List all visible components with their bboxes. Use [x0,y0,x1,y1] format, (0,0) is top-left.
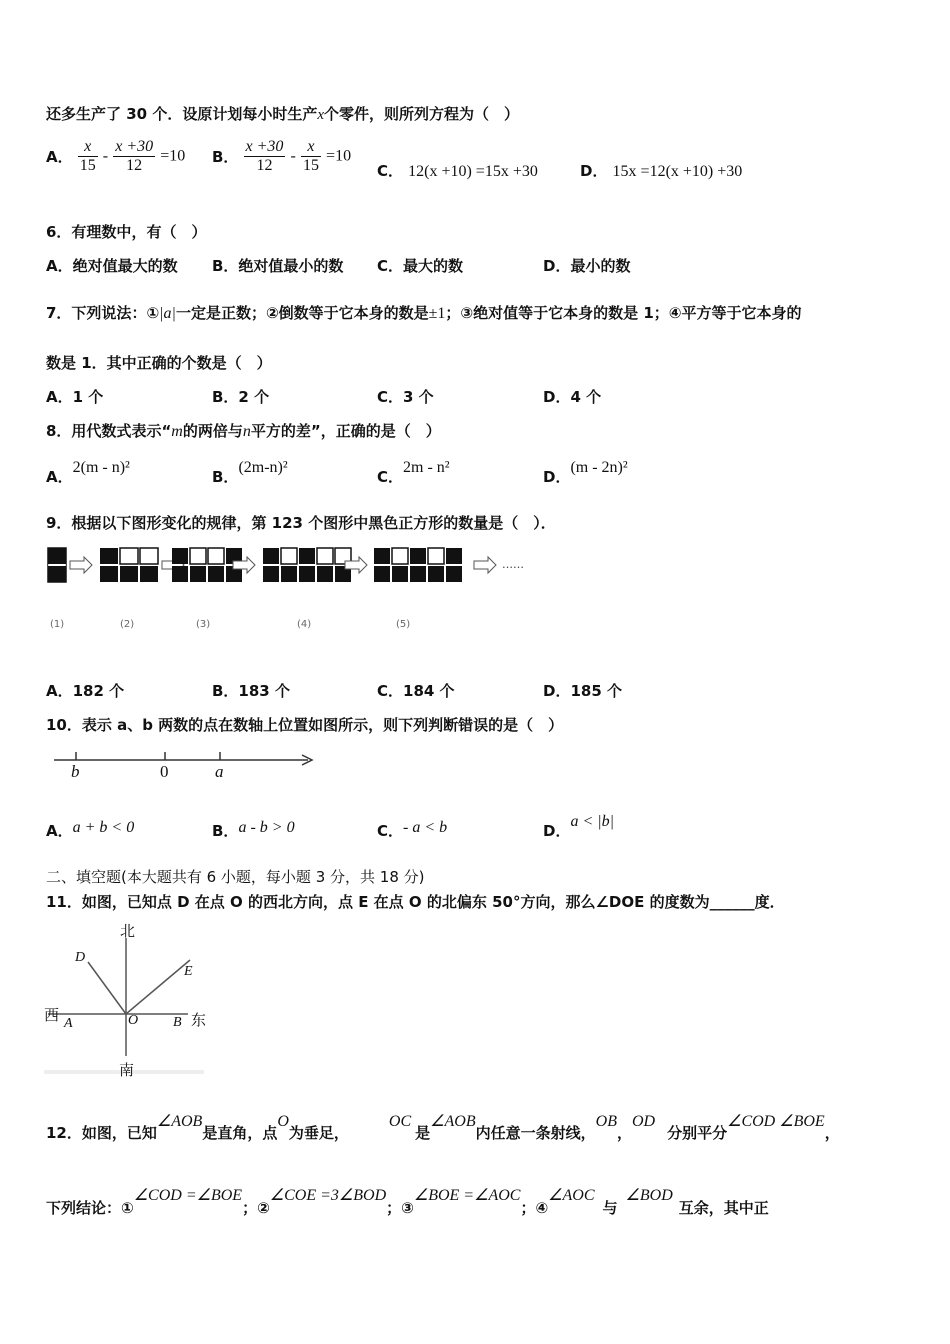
q11-label-b: B [173,1015,182,1030]
q5-option-c[interactable]: C． 12(x +10) =15x +30 [377,162,538,180]
q9-option-c[interactable]: C．184 个 [377,682,455,700]
q9-option-a[interactable]: A．182 个 [46,682,125,700]
q7-option-a[interactable]: A．1 个 [46,388,104,406]
q6-stem: 6．有理数中，有（ ） [46,223,207,241]
q9-pattern-figure [44,544,534,586]
section-2-title: 二、填空题(本大题共有 6 小题，每小题 3 分，共 18 分) [46,868,425,886]
q10-option-b[interactable]: B．a - b > 0 [212,819,295,840]
q8-option-a[interactable]: A．2(m - n)² [46,459,130,486]
q10-option-a[interactable]: A．a + b < 0 [46,819,135,840]
q11-label-o: O [128,1013,139,1028]
q10-option-d[interactable]: D．a < |b| [543,813,615,840]
q8-stem: 8．用代数式表示“m的两倍与n平方的差”，正确的是（ ） [46,422,441,440]
q11-label-west: 西 [44,1006,60,1024]
q11-direction-figure [42,920,217,1075]
q11-label-east: 东 [191,1011,207,1029]
q7-option-b[interactable]: B．2 个 [212,388,270,406]
q9-option-d[interactable]: D．185 个 [543,682,622,700]
q11-label-e: E [184,964,193,979]
q6-option-b[interactable]: B．绝对值最小的数 [212,257,344,275]
q11-label-a: A [64,1016,73,1031]
q11-label-south: 南 [119,1061,135,1079]
q7-stem-line1: 7．下列说法：①|a|一定是正数；②倒数等于它本身的数是±1；③绝对值等于它本身的数是 1；④平方等于它本身的 [46,304,802,322]
q12-line1: 12．如图，已知∠AOB是直角，点O为垂足，OC是∠AOB内任意一条射线，OB，OD分别平分∠COD ∠BOE， [46,1113,840,1142]
q11-stem: 11．如图，已知点 D 在点 O 的西北方向，点 E 在点 O 的北偏东 50°方向，那么∠DOE 的度数为______度． [46,893,785,911]
q7-option-d[interactable]: D．4 个 [543,388,602,406]
q10-option-c[interactable]: C．- a < b [377,819,448,840]
arrow-1 [70,557,92,573]
q10-label-zero: 0 [160,762,169,781]
q9-option-b[interactable]: B．183 个 [212,682,290,700]
q6-option-a[interactable]: A．绝对值最大的数 [46,257,178,275]
q7-stem-line2: 数是 1．其中正确的个数是（ ） [46,354,272,372]
q9-label-3: (3) [196,619,211,630]
q9-label-5: (5) [396,619,411,630]
q7-option-c[interactable]: C．3 个 [377,388,434,406]
q9-stem: 9．根据以下图形变化的规律，第 123 个图形中黑色正方形的数量是（ ）． [46,514,556,532]
q9-ellipsis: …… [502,558,524,571]
q10-number-line [50,746,320,786]
q10-label-b: b [71,762,80,781]
q5-option-d[interactable]: D． 15x =12(x +10) +30 [580,162,743,180]
q9-label-2: (2) [120,619,135,630]
q8-option-d[interactable]: D．(m - 2n)² [543,459,628,486]
q5-option-b[interactable]: B． $\frac{x +30}{12}$ - $\frac{x}{15}$ =10 [212,138,352,174]
q9-label-1: (1) [50,619,65,630]
q11-label-d: D [75,950,86,965]
q8-option-b[interactable]: B．(2m-n)² [212,459,288,486]
pattern-5 [374,548,470,582]
q11-label-north: 北 [120,922,136,940]
q5-stem: 还多生产了 30 个．设原计划每小时生产x个零件，则所列方程为（ ） [46,105,520,123]
pattern-4 [263,548,351,582]
q12-line2: 下列结论：①∠COD =∠BOE；②∠COE =3∠BOD；③∠BOE =∠AOC；④∠AOC与∠BOD互余，其中正 [46,1187,769,1217]
q6-option-c[interactable]: C．最大的数 [377,257,464,275]
q6-option-d[interactable]: D．最小的数 [543,257,631,275]
pattern-2 [100,548,158,582]
q9-label-4: (4) [297,619,312,630]
q8-option-c[interactable]: C．2m - n² [377,459,450,486]
q10-stem: 10．表示 a、b 两数的点在数轴上位置如图所示，则下列判断错误的是（ ） [46,716,564,734]
q10-label-a: a [215,762,224,781]
pattern-1 [48,548,66,582]
q5-option-a[interactable]: A． $\frac{x}{15}$ - $\frac{x +30}{12}$ =10 [46,138,186,174]
